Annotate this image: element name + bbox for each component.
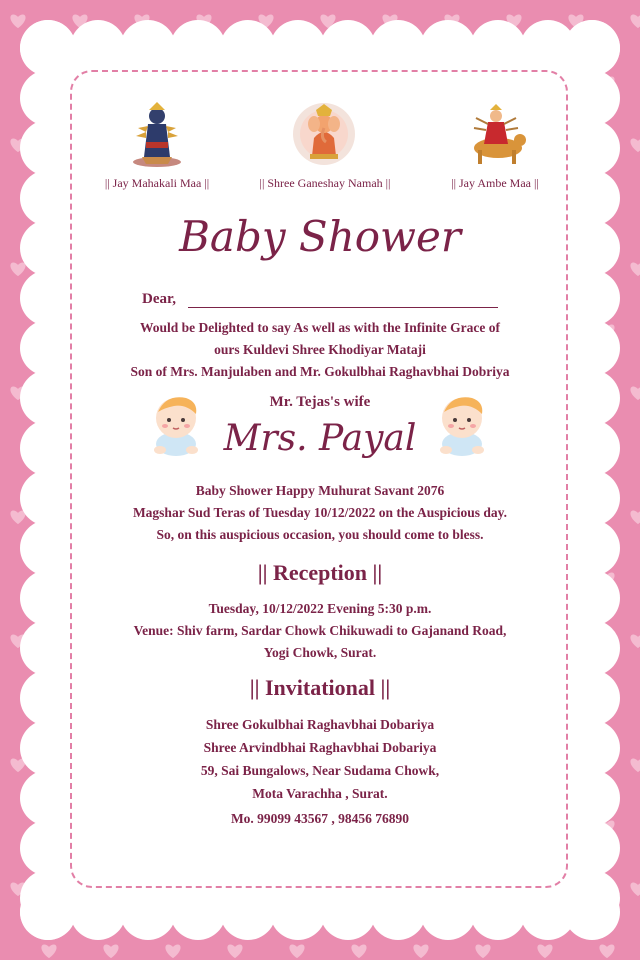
page-title: Baby Shower — [179, 212, 461, 261]
reception-heading: || Reception || — [257, 560, 383, 585]
invitational-line-4: Mota Varachha , Surat. — [252, 786, 388, 801]
deity-caption-ambe: || Jay Ambe Maa || — [451, 176, 539, 190]
reception-line-1: Tuesday, 10/12/2022 Evening 5:30 p.m. — [208, 601, 432, 616]
intro-line-1: Would be Delighted to say As well as with the Infinite Grace of — [140, 320, 500, 335]
muhurat-line-1: Baby Shower Happy Muhurat Savant 2076 — [195, 483, 445, 498]
invitational-line-3: 59, Sai Bungalows, Near Sudama Chowk, — [200, 763, 440, 778]
reception-line-3: Yogi Chowk, Surat. — [263, 645, 377, 660]
recipient-blank-line[interactable] — [188, 307, 498, 308]
mobile-numbers: Mo. 99099 43567 , 98456 76890 — [230, 811, 410, 826]
intro-line-3: Son of Mrs. Manjulaben and Mr. Gokulbhai Raghavbhai Dobriya — [130, 364, 510, 379]
invitational-line-2: Shree Arvindbhai Raghavbhai Dobariya — [203, 740, 437, 755]
wife-line: Mr. Tejas's wife — [269, 394, 371, 410]
dear-label: Dear, — [142, 291, 177, 307]
honoree-name: Mrs. Payal — [223, 418, 417, 459]
mahakali-image — [128, 102, 186, 168]
ganesha-image — [292, 102, 356, 166]
invitational-heading: || Invitational || — [249, 675, 391, 700]
deity-caption-ganesha: || Shree Ganeshay Namah || — [259, 176, 391, 190]
muhurat-line-2: Magshar Sud Teras of Tuesday 10/12/2022 on the Auspicious day. — [132, 505, 508, 520]
reception-line-2: Venue: Shiv farm, Sardar Chowk Chikuwadi to Gajanand Road, — [133, 623, 507, 638]
intro-line-2: ours Kuldevi Shree Khodiyar Mataji — [214, 342, 426, 357]
ambe-maa-image — [468, 102, 526, 168]
muhurat-line-3: So, on this auspicious occasion, you should come to bless. — [156, 527, 484, 542]
deity-caption-mahakali: || Jay Mahakali Maa || — [104, 176, 210, 190]
invitational-line-1: Shree Gokulbhai Raghavbhai Dobariya — [205, 717, 435, 732]
